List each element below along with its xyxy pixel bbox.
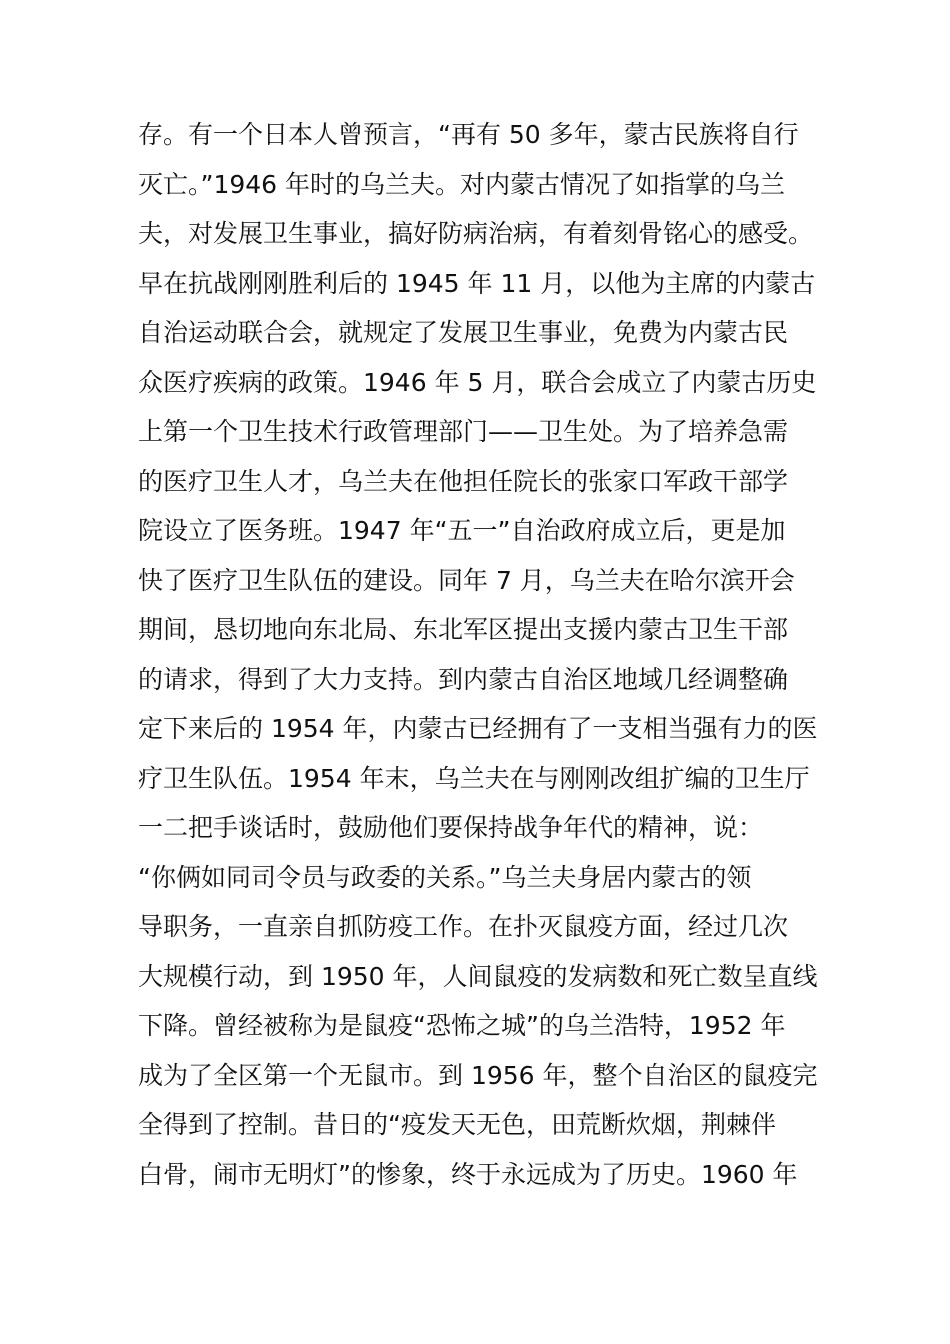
text-line: 灭亡。”1946 年时的乌兰夫。对内蒙古情况了如指掌的乌兰	[138, 169, 786, 199]
text-line: 疗卫生队伍。1954 年末，乌兰夫在与刚刚改组扩编的卫生厅	[138, 763, 810, 793]
body-text	[138, 110, 838, 1199]
text-line: 成为了全区第一个无鼠市。到 1956 年，整个自治区的鼠疫完	[138, 1060, 818, 1090]
text-line: 的医疗卫生人才，乌兰夫在他担任院长的张家口军政干部学	[138, 466, 789, 496]
text-line: “你俩如同司令员与政委的关系。”乌兰夫身居内蒙古的领	[138, 862, 752, 892]
text-line: 存。有一个日本人曾预言，“再有 50 多年，蒙古民族将自行	[138, 120, 799, 149]
text-line: 的请求，得到了大力支持。到内蒙古自治区地域几经调整确	[138, 664, 789, 694]
text-line: 白骨，闹市无明灯”的惨象，终于永远成为了历史。1960 年	[138, 1159, 798, 1189]
text-line: 夫，对发展卫生事业，搞好防病治病，有着刻骨铭心的感受。	[138, 219, 814, 248]
text-line: 众医疗疾病的政策。1946 年 5 月，联合会成立了内蒙古历史	[138, 367, 817, 397]
text-line: 早在抗战刚刚胜利后的 1945 年 11 月，以他为主席的内蒙古	[138, 268, 816, 298]
text-line: 导职务，一直亲自抓防疫工作。在扑灭鼠疫方面，经过几次	[138, 912, 789, 941]
text-line: 下降。曾经被称为是鼠疫“恐怖之城”的乌兰浩特，1952 年	[138, 1011, 786, 1040]
text-line: 院设立了医务班。1947 年“五一”自治政府成立后，更是加	[138, 516, 786, 545]
text-line: 期间，恳切地向东北局、东北军区提出支援内蒙古卫生干部	[138, 615, 789, 644]
text-line: 定下来后的 1954 年，内蒙古已经拥有了一支相当强有力的医	[138, 714, 818, 743]
text-line: 一二把手谈话时，鼓励他们要保持战争年代的精神，说：	[138, 813, 764, 842]
text-line: 快了医疗卫生队伍的建设。同年 7 月，乌兰夫在哈尔滨开会	[138, 565, 795, 595]
text-line: 全得到了控制。昔日的“疫发天无色，田荒断炊烟，荆棘伴	[138, 1110, 776, 1139]
text-line: 大规模行动，到 1950 年，人间鼠疫的发病数和死亡数呈直线	[138, 961, 818, 991]
text-line: 自治运动联合会，就规定了发展卫生事业，免费为内蒙古民	[138, 318, 789, 347]
text-line: 上第一个卫生技术行政管理部门——卫生处。为了培养急需	[138, 417, 789, 446]
